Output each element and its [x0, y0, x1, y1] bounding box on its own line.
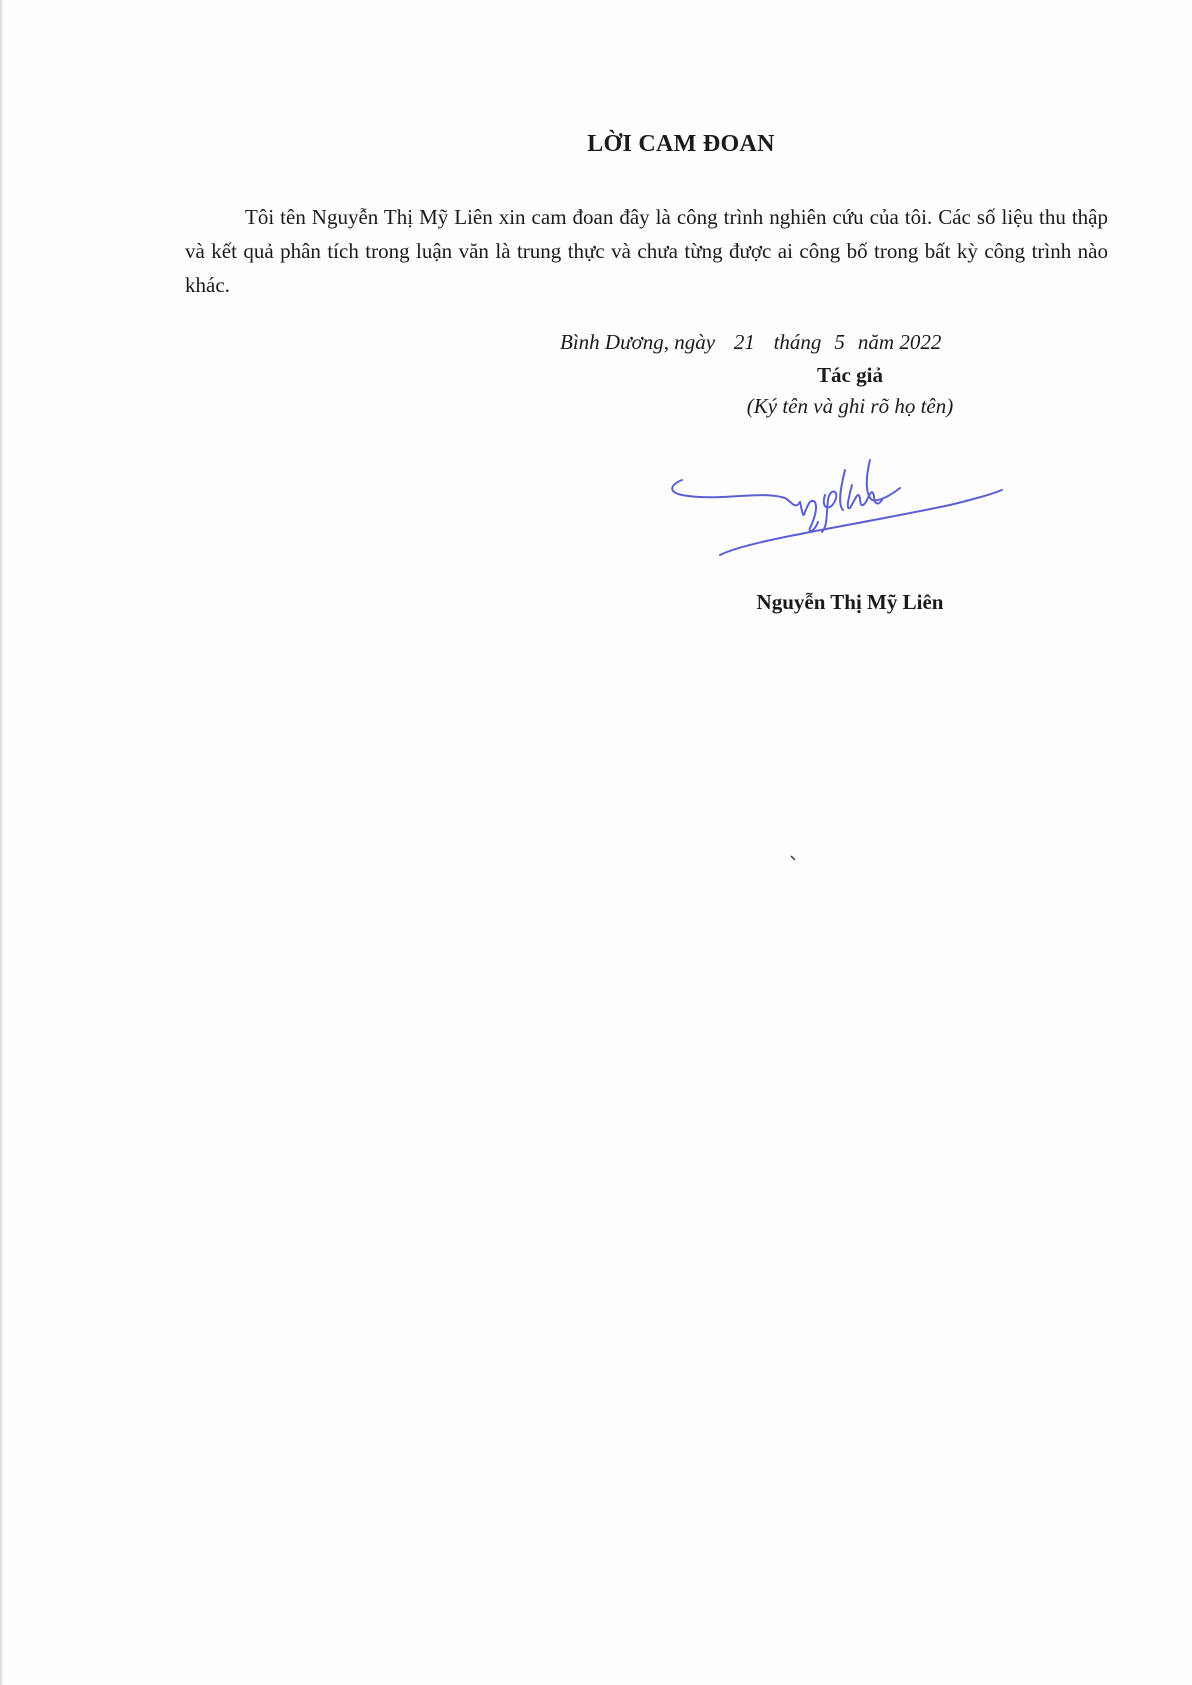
date-place-prefix: Bình Dương, ngày — [560, 330, 716, 354]
signature-strokes — [672, 460, 1002, 555]
date-year: 2022 — [899, 330, 942, 354]
scan-speck — [790, 855, 796, 861]
scan-edge-shadow — [0, 0, 4, 1685]
page-title: LỜI CAM ĐOAN — [587, 131, 775, 157]
date-day: 21 — [733, 330, 755, 354]
sign-instruction: (Ký tên và ghi rõ họ tên) — [746, 394, 954, 418]
date-month: 5 — [834, 330, 845, 354]
declaration-body — [185, 200, 1108, 302]
handwritten-signature — [660, 450, 1020, 570]
date-year-label: năm — [857, 330, 895, 354]
date-month-label: tháng — [773, 330, 822, 354]
author-name: Nguyễn Thị Mỹ Liên — [756, 590, 944, 614]
author-label: Tác giả — [817, 363, 883, 387]
declaration-paragraph: Tôi tên Nguyễn Thị Mỹ Liên xin cam đoan đây là công trình nghiên cứu của tôi. Các số liệu thu thập và kết quả phân tích trong luận văn là trung thực và chưa từng được ai công bố trong bất kỳ công trình nào khác. — [185, 205, 1108, 297]
date-line — [560, 330, 1080, 355]
